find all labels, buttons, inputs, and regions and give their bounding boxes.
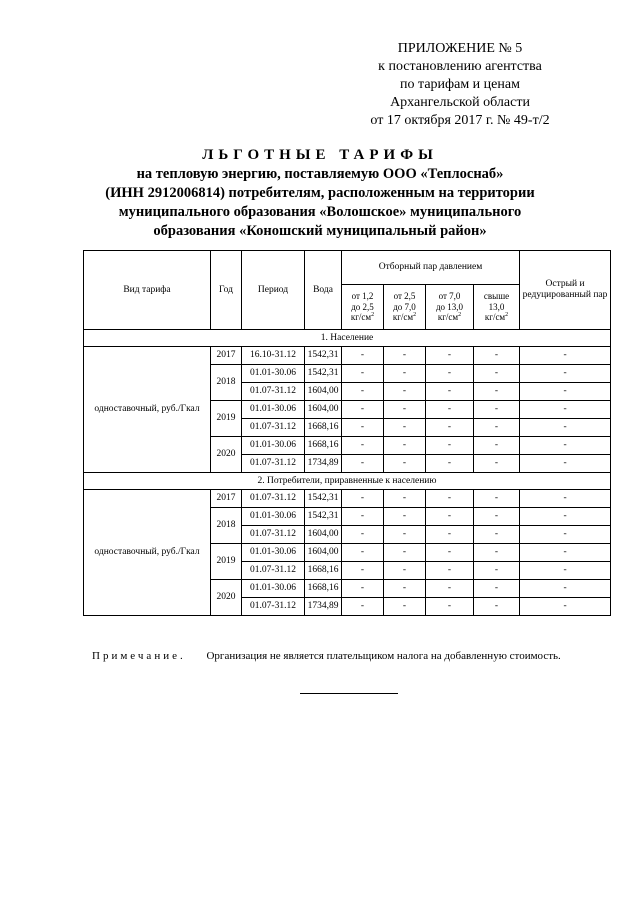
- document-title: [90, 146, 550, 241]
- tariff-value-cell: -: [474, 490, 520, 508]
- tariff-value-cell: -: [474, 508, 520, 526]
- steam-col-line: от 7,0: [438, 291, 461, 302]
- steam-col-line: от 1,2: [351, 291, 374, 302]
- tariff-value-cell: -: [342, 365, 384, 383]
- period-cell: 01.01-30.06: [242, 401, 305, 419]
- tariff-value-cell: -: [520, 383, 611, 401]
- tariff-value-cell: -: [520, 419, 611, 437]
- year-cell: 2019: [211, 544, 242, 580]
- period-cell: 01.07-31.12: [242, 526, 305, 544]
- section-header-row: [84, 330, 611, 347]
- tariff-value-cell: -: [474, 365, 520, 383]
- water-cell: 1542,31: [305, 365, 342, 383]
- water-cell: 1668,16: [305, 580, 342, 598]
- tariff-value-cell: -: [426, 401, 474, 419]
- period-cell: 01.07-31.12: [242, 562, 305, 580]
- period-cell: 01.01-30.06: [242, 437, 305, 455]
- tariff-value-cell: -: [520, 526, 611, 544]
- tariff-value-cell: -: [520, 347, 611, 365]
- tariff-value-cell: -: [384, 526, 426, 544]
- tariff-value-cell: -: [384, 580, 426, 598]
- tariff-value-cell: -: [520, 598, 611, 616]
- water-cell: 1604,00: [305, 526, 342, 544]
- water-cell: 1542,31: [305, 508, 342, 526]
- year-cell: 2017: [211, 347, 242, 365]
- tariff-value-cell: -: [474, 383, 520, 401]
- tariff-value-cell: -: [474, 598, 520, 616]
- title-line: (ИНН 2912006814) потребителям, расположенным на территории: [105, 185, 535, 201]
- period-cell: 16.10-31.12: [242, 347, 305, 365]
- header-steam-col-1: [342, 285, 384, 330]
- section-title: 1. Население: [84, 330, 611, 347]
- tariff-value-cell: -: [426, 544, 474, 562]
- steam-col-line: до 2,5: [351, 301, 374, 312]
- tariff-value-cell: -: [520, 401, 611, 419]
- water-cell: 1734,89: [305, 455, 342, 473]
- header-period: Период: [242, 251, 305, 330]
- tariff-value-cell: -: [384, 490, 426, 508]
- title-line: образования «Коношский муниципальный район»: [153, 223, 487, 239]
- period-cell: 01.01-30.06: [242, 580, 305, 598]
- tariff-value-cell: -: [474, 455, 520, 473]
- header-steam: Отборный пар давлением: [342, 251, 520, 285]
- title-line: на тепловую энергию, поставляемую ООО «Теплоснаб»: [136, 166, 504, 182]
- tariff-value-cell: -: [342, 598, 384, 616]
- tariff-table: [83, 250, 611, 616]
- tariff-value-cell: -: [384, 508, 426, 526]
- tariff-value-cell: -: [520, 544, 611, 562]
- tariff-value-cell: -: [520, 437, 611, 455]
- tariff-value-cell: -: [474, 437, 520, 455]
- year-cell: 2020: [211, 437, 242, 473]
- header-row: [84, 251, 611, 285]
- year-cell: 2018: [211, 508, 242, 544]
- tariff-value-cell: -: [520, 580, 611, 598]
- header-sharp-steam: Острый и редуцированный пар: [520, 251, 611, 330]
- tariff-value-cell: -: [426, 437, 474, 455]
- tariff-value-cell: -: [384, 401, 426, 419]
- tariff-value-cell: -: [474, 544, 520, 562]
- tariff-value-cell: -: [474, 580, 520, 598]
- header-steam-col-2: [384, 285, 426, 330]
- note: [92, 650, 561, 662]
- period-cell: 01.07-31.12: [242, 383, 305, 401]
- tariff-value-cell: -: [426, 526, 474, 544]
- tariff-value-cell: -: [520, 490, 611, 508]
- tariff-value-cell: -: [426, 365, 474, 383]
- tariff-value-cell: -: [474, 562, 520, 580]
- steam-col-unit: кг/см: [392, 312, 414, 323]
- water-cell: 1542,31: [305, 490, 342, 508]
- tariff-value-cell: -: [426, 598, 474, 616]
- unit-superscript: 2: [505, 312, 509, 319]
- water-cell: 1734,89: [305, 598, 342, 616]
- tariff-value-cell: -: [426, 490, 474, 508]
- tariff-value-cell: -: [342, 419, 384, 437]
- tariff-value-cell: -: [384, 383, 426, 401]
- tariff-value-cell: -: [474, 419, 520, 437]
- tariff-type-cell: одноставочный, руб./Гкал: [84, 347, 211, 473]
- tariff-value-cell: -: [426, 347, 474, 365]
- tariff-value-cell: -: [426, 562, 474, 580]
- tariff-value-cell: -: [342, 544, 384, 562]
- period-cell: 01.01-30.06: [242, 508, 305, 526]
- year-cell: 2019: [211, 401, 242, 437]
- header-year: Год: [211, 251, 242, 330]
- water-cell: 1604,00: [305, 401, 342, 419]
- appendix-line: от 17 октября 2017 г. № 49-т/2: [370, 113, 550, 128]
- steam-col-line: 13,0: [488, 301, 505, 312]
- tariff-value-cell: -: [520, 455, 611, 473]
- year-cell: 2017: [211, 490, 242, 508]
- tariff-value-cell: -: [342, 580, 384, 598]
- tariff-value-cell: -: [342, 526, 384, 544]
- tariff-value-cell: -: [342, 437, 384, 455]
- table-row: [84, 347, 611, 365]
- tariff-value-cell: -: [426, 580, 474, 598]
- tariff-value-cell: -: [384, 455, 426, 473]
- water-cell: 1604,00: [305, 544, 342, 562]
- table-row: [84, 490, 611, 508]
- title-main: ЛЬГОТНЫЕ ТАРИФЫ: [202, 147, 438, 163]
- appendix-line: по тарифам и ценам: [400, 77, 520, 92]
- tariff-value-cell: -: [520, 365, 611, 383]
- title-line: муниципального образования «Волошское» муниципального: [118, 204, 522, 220]
- steam-col-line: от 2,5: [393, 291, 416, 302]
- period-cell: 01.07-31.12: [242, 419, 305, 437]
- tariff-value-cell: -: [342, 490, 384, 508]
- closing-rule: [300, 693, 398, 694]
- tariff-value-cell: -: [426, 508, 474, 526]
- note-text: Организация не является плательщиком налога на добавленную стоимость.: [206, 650, 561, 662]
- water-cell: 1604,00: [305, 383, 342, 401]
- tariff-value-cell: -: [474, 526, 520, 544]
- tariff-value-cell: -: [520, 508, 611, 526]
- steam-col-unit: кг/см: [350, 312, 372, 323]
- water-cell: 1668,16: [305, 419, 342, 437]
- tariff-value-cell: -: [384, 419, 426, 437]
- tariff-value-cell: -: [342, 508, 384, 526]
- tariff-value-cell: -: [342, 401, 384, 419]
- tariff-value-cell: -: [384, 562, 426, 580]
- period-cell: 01.07-31.12: [242, 455, 305, 473]
- tariff-value-cell: -: [520, 562, 611, 580]
- appendix-block: [340, 40, 580, 130]
- tariff-value-cell: -: [426, 419, 474, 437]
- period-cell: 01.07-31.12: [242, 598, 305, 616]
- header-steam-col-4: [474, 285, 520, 330]
- tariff-value-cell: -: [426, 455, 474, 473]
- tariff-type-cell: одноставочный, руб./Гкал: [84, 490, 211, 616]
- tariff-value-cell: -: [342, 347, 384, 365]
- steam-col-unit: кг/см: [484, 312, 506, 323]
- steam-col-line: свыше: [483, 291, 510, 302]
- tariff-value-cell: -: [384, 365, 426, 383]
- water-cell: 1668,16: [305, 562, 342, 580]
- tariff-value-cell: -: [384, 437, 426, 455]
- appendix-line: к постановлению агентства: [378, 59, 542, 74]
- period-cell: 01.07-31.12: [242, 490, 305, 508]
- section-title: 2. Потребители, приравненные к населению: [84, 473, 611, 490]
- appendix-heading: ПРИЛОЖЕНИЕ № 5: [397, 41, 523, 56]
- steam-col-line: до 13,0: [435, 301, 464, 312]
- tariff-value-cell: -: [342, 383, 384, 401]
- tariff-value-cell: -: [384, 544, 426, 562]
- tariff-value-cell: -: [384, 347, 426, 365]
- header-tariff-type: Вид тарифа: [84, 251, 211, 330]
- year-cell: 2020: [211, 580, 242, 616]
- unit-superscript: 2: [413, 312, 417, 319]
- tariff-value-cell: -: [384, 598, 426, 616]
- period-cell: 01.01-30.06: [242, 544, 305, 562]
- steam-col-unit: кг/см: [437, 312, 459, 323]
- tariff-value-cell: -: [426, 383, 474, 401]
- appendix-line: Архангельской области: [390, 95, 530, 110]
- tariff-value-cell: -: [474, 401, 520, 419]
- tariff-value-cell: -: [342, 562, 384, 580]
- note-label: Примечание.: [92, 650, 186, 662]
- tariff-value-cell: -: [342, 455, 384, 473]
- period-cell: 01.01-30.06: [242, 365, 305, 383]
- year-cell: 2018: [211, 365, 242, 401]
- steam-col-line: до 7,0: [393, 301, 416, 312]
- header-water: Вода: [305, 251, 342, 330]
- header-steam-col-3: [426, 285, 474, 330]
- tariff-value-cell: -: [474, 347, 520, 365]
- water-cell: 1542,31: [305, 347, 342, 365]
- unit-superscript: 2: [371, 312, 375, 319]
- section-header-row: [84, 473, 611, 490]
- water-cell: 1668,16: [305, 437, 342, 455]
- unit-superscript: 2: [458, 312, 462, 319]
